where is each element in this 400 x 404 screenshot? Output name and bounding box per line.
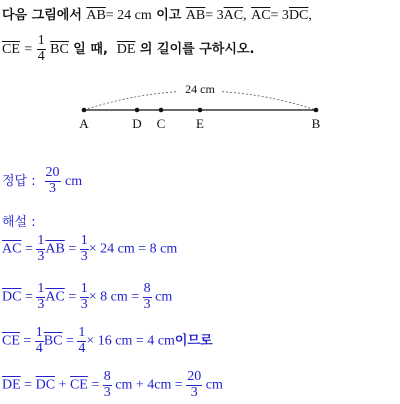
calc-text: × 16 cm = 4 cm [86,333,175,349]
problem-text: 이고 [156,8,182,23]
length-label: 24 cm [185,82,215,96]
denominator: 3 [103,384,111,400]
calc-text: cm + 4cm = [115,377,183,393]
plus-sign: + [58,377,67,393]
denominator: 3 [37,296,45,312]
solution-label: 해설 : [2,215,36,230]
numerator: 8 [103,369,111,384]
segment-ac: $\overline{AC}$ [223,8,244,23]
equals-3: = 3 [205,8,224,23]
segment-bc: $\overline{BC}$ [43,333,63,349]
equals-24cm: = 24 cm [105,8,152,23]
unit-text: cm [155,289,173,305]
segment-ce: $\overline{CE}$ [2,42,20,58]
denominator: 4 [78,340,86,356]
segment-ab: $\overline{AB}$ [185,8,206,23]
segment-dc: $\overline{DC}$ [288,8,309,23]
point-label-a: A [79,116,89,131]
solution-line-4 [2,370,223,400]
equals-3: = 3 [270,8,289,23]
segment-dc: $\overline{DC}$ [2,289,22,305]
point-c-dot [159,108,164,113]
denominator: 3 [190,384,198,400]
fraction [37,34,46,64]
denominator: 3 [49,180,57,196]
segment-ce: $\overline{CE}$ [69,377,88,393]
unit-text: cm [205,377,223,393]
problem-line-2 [2,34,254,64]
segment-ac: $\overline{AC}$ [251,8,271,23]
denominator: 3 [143,296,151,312]
point-label-b: B [311,116,321,131]
equals-sign: = [91,377,100,393]
segment-ac: $\overline{AC}$ [45,289,65,305]
numerator: 1 [78,325,86,340]
point-b-dot [314,108,319,113]
numerator: 20 [187,369,202,384]
problem-line-1 [2,4,312,24]
denominator: 4 [35,340,43,356]
denominator: 3 [37,248,45,264]
fraction [80,282,89,312]
equals-sign: = [23,333,32,349]
point-d-dot [135,108,140,113]
numerator: 1 [35,325,43,340]
point-label-d: D [132,116,142,131]
numerator: 1 [37,233,45,248]
problem-text: 의 길이를 구하시오. [139,42,255,58]
fraction [186,370,202,400]
answer-row [2,166,82,196]
calc-text: × 24 cm = 8 cm [88,241,178,257]
denominator: 4 [37,48,45,64]
equals-sign: = [24,241,33,257]
segment-ce: $\overline{CE}$ [2,333,20,349]
numerator: 1 [80,281,88,296]
equals-sign: = [24,42,33,58]
point-label-e: E [196,116,204,131]
segment-de: $\overline{DE}$ [2,377,21,393]
comma: , [308,8,312,23]
equals-sign: = [68,241,77,257]
numerator: 20 [45,165,60,180]
equals-sign: = [24,377,33,393]
conclusion-text: 이므로 [174,333,213,349]
fraction [36,234,45,264]
answer-unit: cm [65,174,83,190]
segment-bc: $\overline{BC}$ [50,42,69,58]
equals-sign: = [68,289,77,305]
comma: , [243,8,247,23]
segment-ac: $\overline{AC}$ [2,241,22,257]
numerator: 1 [37,281,45,296]
numerator: 1 [37,33,45,48]
point-e-dot [198,108,203,113]
problem-text: 일 때, [73,42,108,58]
segment-ab: $\overline{AB}$ [86,8,106,23]
solution-line-3 [2,326,213,356]
denominator: 3 [80,296,88,312]
problem-text: 다음 그림에서 [2,8,82,23]
solution-line-2 [2,282,172,312]
fraction [143,282,152,312]
segment-de: $\overline{DE}$ [116,42,136,58]
fraction [103,370,112,400]
point-a-dot [82,108,87,113]
numerator: 1 [80,233,88,248]
answer-label: 정답 : [2,174,36,190]
equals-sign: = [24,289,33,305]
solution-line-1 [2,234,177,264]
fraction [36,282,45,312]
numerator: 8 [143,281,151,296]
segment-ab: $\overline{AB}$ [45,241,65,257]
answer-fraction [45,166,61,196]
segment-figure [0,76,400,136]
equals-sign: = [65,333,74,349]
segment-dc: $\overline{DC}$ [35,377,56,393]
denominator: 3 [80,248,88,264]
fraction [80,234,89,264]
point-label-c: C [156,116,166,131]
calc-text: × 8 cm = [88,289,140,305]
fraction [35,326,44,356]
